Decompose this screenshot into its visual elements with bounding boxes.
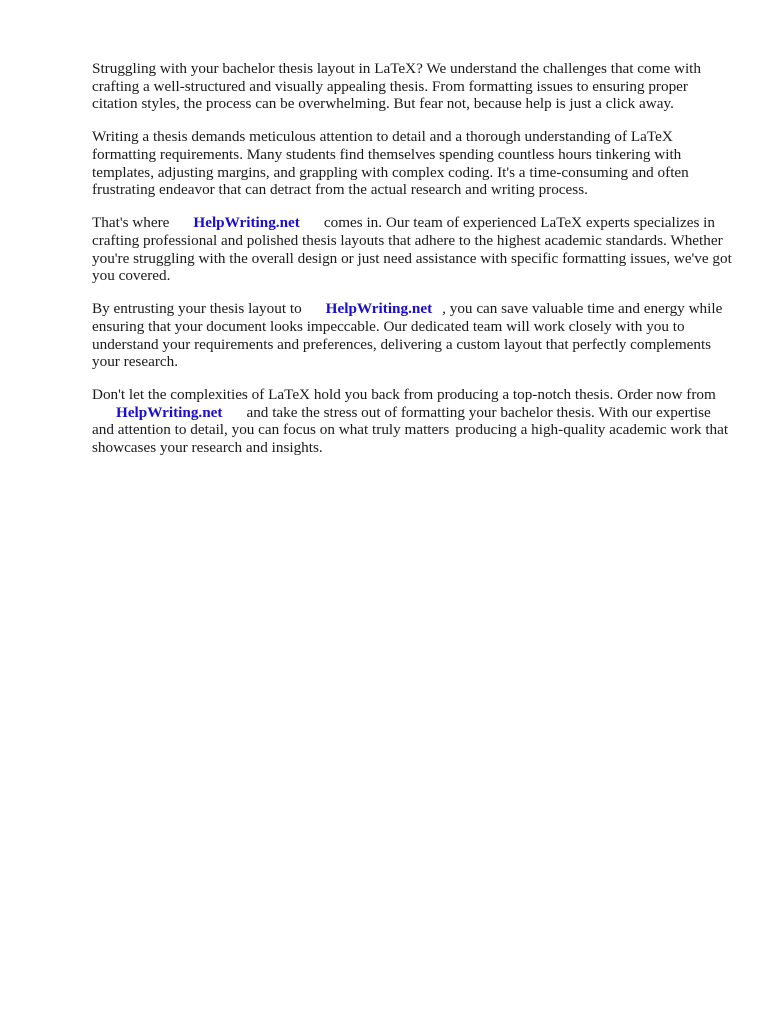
paragraph-challenges: Writing a thesis demands meticulous attention to detail and a thorough understanding of LaTeX formatting requirements. Many students find themselves spending countless hours tinkering with templates, adjusting margins, and grappling with complex coding. It's a time-consuming and often frustrating endeavor that can detract from the actual research and writing process.	[92, 128, 689, 199]
paragraph-text-after-link: , you can save valuable time and energy while ensuring that your document looks impeccable. Our dedicated team will work closely with you to understand your requirements and preferences, delivering a custom layout that perfectly complements your research.	[92, 300, 723, 371]
document-page	[92, 60, 732, 472]
paragraph-benefits	[92, 300, 732, 370]
paragraph-call-to-action	[92, 386, 732, 456]
paragraph-text-before-link: By entrusting your thesis layout to	[92, 300, 302, 318]
paragraph-text-before-link: That's where	[92, 214, 170, 232]
paragraph-service-intro	[92, 214, 732, 284]
paragraph-text-after-link: and take the stress out of formatting your bachelor thesis. With our expertise and attention to detail, you can focus on what truly matters	[92, 403, 711, 439]
paragraph-text-closing: producing a high-quality academic work that showcases your research and insights.	[92, 421, 729, 457]
helpwriting-link[interactable]: HelpWriting.net	[325, 300, 433, 318]
paragraph-text-before-link: Don't let the complexities of LaTeX hold you back from producing a top-notch thesis. Order now from	[92, 386, 716, 404]
paragraph-intro: Struggling with your bachelor thesis layout in LaTeX? We understand the challenges that come with crafting a well-structured and visually appealing thesis. From formatting issues to ensuring proper citation styles, the process can be overwhelming. But fear not, because help is just a click away.	[92, 60, 701, 113]
helpwriting-link[interactable]: HelpWriting.net	[116, 403, 223, 421]
helpwriting-link[interactable]: HelpWriting.net	[193, 214, 300, 232]
paragraph-text-after-link: comes in. Our team of experienced LaTeX experts specializes in crafting professional and polished thesis layouts that adhere to the highest academic standards. Whether you're struggling with the overall design or just need assistance with specific formatting issues, we've got you covered.	[92, 214, 732, 285]
